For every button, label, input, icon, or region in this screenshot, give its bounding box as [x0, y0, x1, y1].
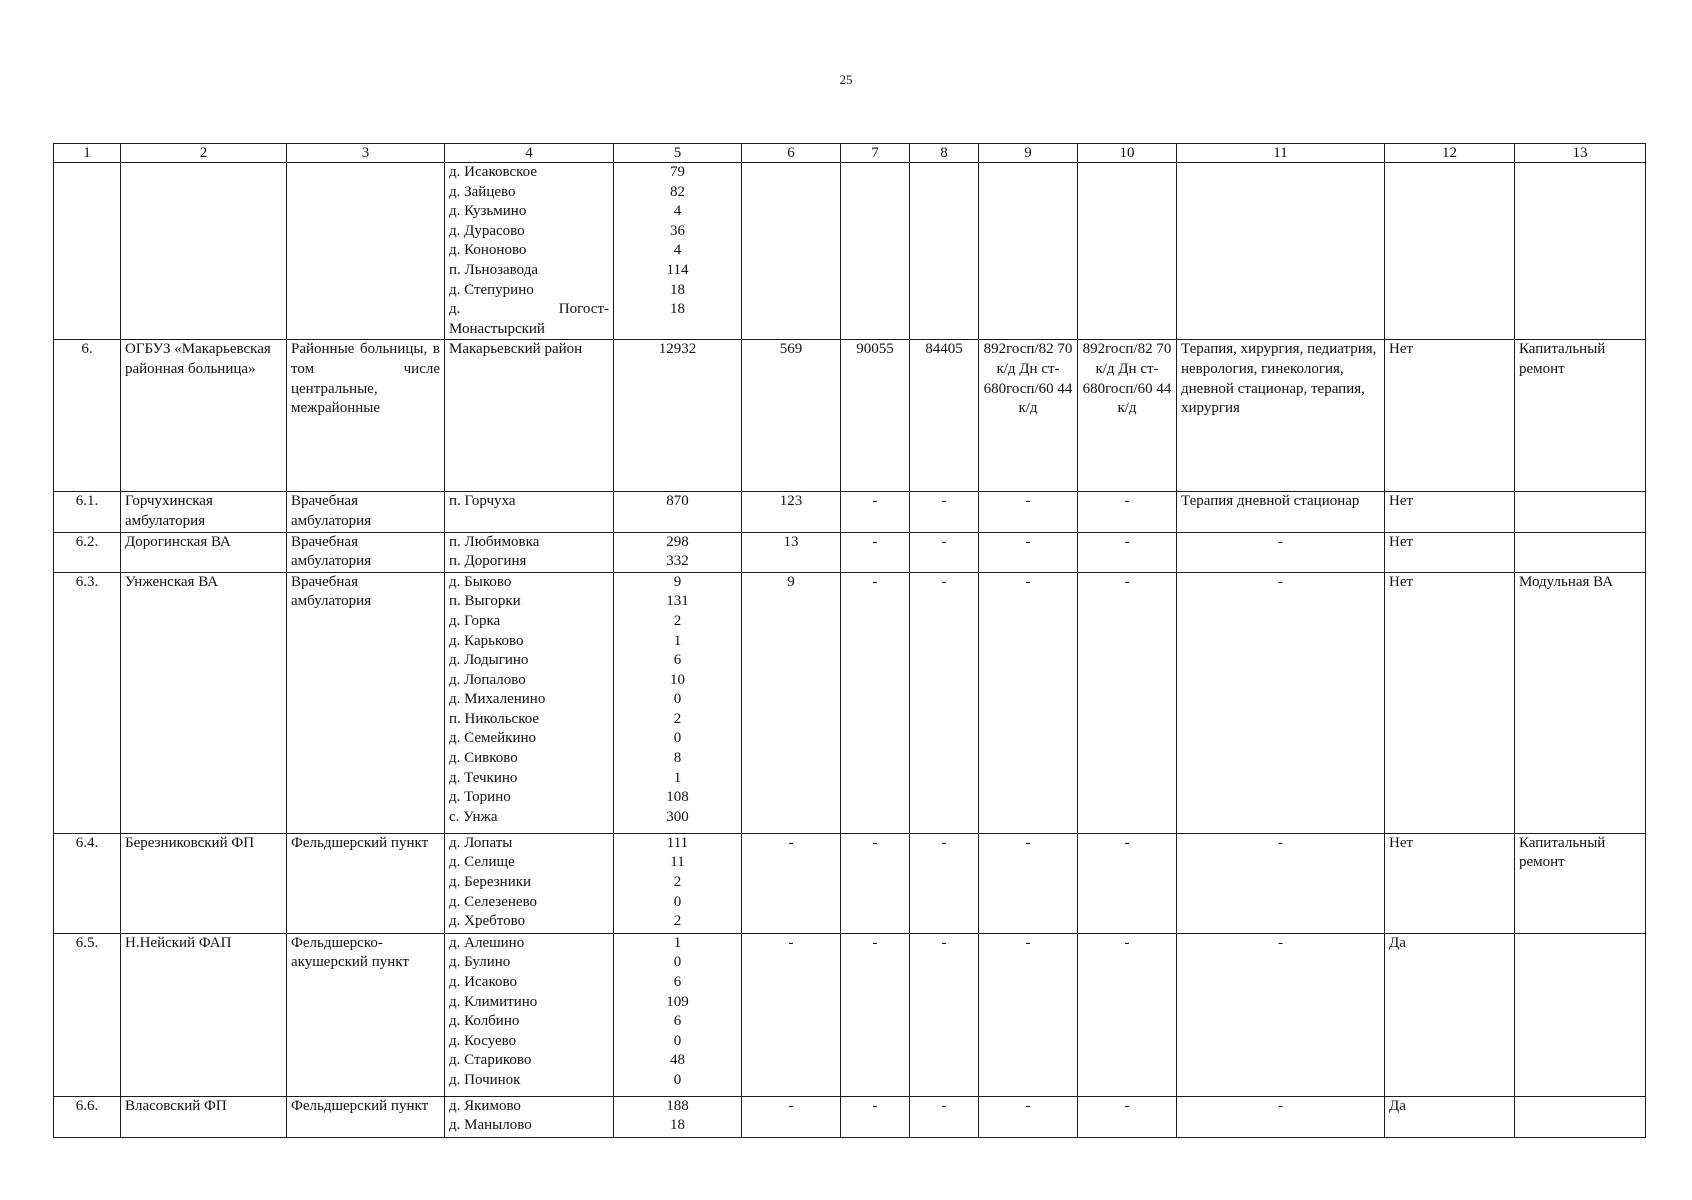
settlement-name: д. Лодыгино — [449, 652, 529, 669]
cell-col-3 — [287, 833, 445, 933]
settlement-name: д. Исаковское — [449, 164, 538, 180]
cell-text: - — [872, 834, 878, 851]
cell-col-9 — [979, 1096, 1078, 1137]
column-number-10: 10 — [1078, 144, 1177, 163]
cell-col-5 — [614, 492, 742, 532]
cell-text: Терапия дневной стационар — [1181, 493, 1360, 510]
cell-col-6 — [742, 492, 841, 532]
cell-col-11 — [1177, 492, 1385, 532]
table-row — [54, 340, 1646, 492]
cell-text: - — [1025, 934, 1031, 951]
cell-text: 6.6. — [75, 1097, 99, 1114]
table-row — [54, 492, 1646, 532]
cell-text: - — [1124, 533, 1130, 550]
cell-col-9 — [979, 163, 1078, 340]
cell-col-9 — [979, 572, 1078, 833]
settlement-name: п. Выгорки — [449, 593, 521, 610]
cell-col-7 — [841, 572, 910, 833]
cell-col-4 — [445, 340, 614, 492]
cell-col-13 — [1515, 572, 1646, 833]
cell-col-12 — [1385, 833, 1515, 933]
cell-col-6 — [742, 340, 841, 492]
cell-col-1 — [54, 572, 121, 833]
cell-col-5 — [614, 340, 742, 492]
settlement-name: д. Косуево — [449, 1032, 517, 1049]
cell-col-3 — [287, 1096, 445, 1137]
cell-col-8 — [910, 572, 979, 833]
cell-col-1 — [54, 532, 121, 572]
cell-col-10 — [1078, 532, 1177, 572]
population-value: 79 — [670, 164, 685, 180]
cell-text: Нет — [1389, 834, 1414, 851]
cell-text: Фельдшерско-акушерский пункт — [291, 934, 409, 971]
settlement-name: д. Хребтово — [449, 913, 526, 930]
population-value: 108 — [666, 789, 689, 806]
settlement-name: д. Булино — [449, 954, 511, 971]
cell-col-5 — [614, 532, 742, 572]
cell-text: ОГБУЗ «Макарьевская районная больница» — [125, 341, 271, 377]
cell-col-4 — [445, 163, 614, 340]
cell-col-12 — [1385, 340, 1515, 492]
cell-text: Фельдшерский пункт — [291, 834, 429, 851]
cell-col-6 — [742, 933, 841, 1096]
cell-col-4 — [445, 492, 614, 532]
cell-col-12 — [1385, 572, 1515, 833]
cell-col-11 — [1177, 1096, 1385, 1137]
column-number-5: 5 — [614, 144, 742, 163]
cell-text: Нет — [1389, 573, 1414, 590]
table-row — [54, 833, 1646, 933]
cell-col-5 — [614, 1096, 742, 1137]
population-value: 6 — [673, 652, 682, 669]
settlement-name: д. Сивково — [449, 750, 518, 767]
column-number-6: 6 — [742, 144, 841, 163]
cell-text: - — [1278, 573, 1283, 590]
cell-text: - — [1278, 1097, 1283, 1114]
cell-text: 6.1. — [75, 493, 99, 510]
cell-text: - — [1124, 573, 1130, 590]
cell-col-13 — [1515, 933, 1646, 1096]
settlement-name: д. Карьково — [449, 632, 524, 649]
settlement-name: д. Селезенево — [449, 893, 538, 910]
population-value: 12932 — [658, 341, 697, 358]
table-row — [54, 1096, 1646, 1137]
cell-text: - — [941, 1097, 947, 1114]
population-value: 1 — [673, 769, 682, 786]
cell-col-10 — [1078, 572, 1177, 833]
cell-col-1 — [54, 1096, 121, 1137]
cell-text: Да — [1389, 1097, 1406, 1114]
column-number-7: 7 — [841, 144, 910, 163]
column-number-13: 13 — [1515, 144, 1646, 163]
cell-col-3 — [287, 933, 445, 1096]
cell-text: - — [941, 533, 947, 550]
cell-text: 13 — [783, 533, 799, 550]
population-value: 114 — [666, 261, 689, 278]
cell-col-2 — [121, 163, 287, 340]
cell-text: 6.3. — [75, 573, 99, 590]
cell-text: Да — [1389, 934, 1406, 951]
cell-col-2 — [121, 933, 287, 1096]
population-value: 0 — [673, 691, 682, 708]
cell-text: - — [872, 573, 878, 590]
cell-col-10 — [1078, 933, 1177, 1096]
cell-text: 6. — [81, 341, 93, 358]
settlement-name: Монастырский — [449, 320, 545, 337]
population-value: 0 — [673, 1032, 682, 1049]
cell-text: Нет — [1389, 533, 1414, 550]
cell-text: 6.5. — [75, 934, 99, 951]
population-value: 6 — [673, 1013, 682, 1030]
population-value: 332 — [666, 553, 689, 570]
cell-col-9 — [979, 833, 1078, 933]
cell-col-3 — [287, 340, 445, 492]
cell-col-7 — [841, 1096, 910, 1137]
population-value: 48 — [670, 1052, 685, 1069]
settlement-name: д. Зайцево — [449, 183, 516, 200]
settlement-name: д. Быково — [449, 573, 512, 590]
settlement-name: с. Унжа — [449, 808, 498, 825]
settlement-name: п. Горчуха — [449, 493, 516, 510]
cell-text: - — [1124, 1097, 1130, 1114]
cell-text: - — [788, 1097, 794, 1114]
population-value: 18 — [670, 281, 685, 298]
cell-text: - — [941, 573, 947, 590]
cell-text: 6.2. — [75, 533, 99, 550]
population-value: 1 — [673, 632, 682, 649]
column-number-12: 12 — [1385, 144, 1515, 163]
cell-col-3 — [287, 163, 445, 340]
population-value: 2 — [673, 913, 682, 930]
population-value: 1 — [673, 934, 682, 951]
cell-col-6 — [742, 163, 841, 340]
population-value: 18 — [670, 1117, 685, 1134]
cell-text: Модульная ВА — [1519, 573, 1614, 590]
column-number-4: 4 — [445, 144, 614, 163]
cell-col-13 — [1515, 1096, 1646, 1137]
cell-col-11 — [1177, 340, 1385, 492]
cell-col-9 — [979, 933, 1078, 1096]
population-value: 10 — [670, 671, 685, 688]
population-value: 4 — [673, 203, 682, 220]
cell-text: - — [1025, 493, 1031, 510]
settlement-name: д. Торино — [449, 789, 511, 806]
cell-col-11 — [1177, 572, 1385, 833]
cell-text: - — [1278, 834, 1283, 851]
settlement-name: д. Дурасово — [449, 222, 525, 239]
cell-col-6 — [742, 532, 841, 572]
cell-col-1 — [54, 340, 121, 492]
cell-text: Капитальный ремонт — [1519, 341, 1606, 377]
population-value: 0 — [673, 893, 682, 910]
cell-text: Дорогинская ВА — [125, 533, 231, 550]
cell-text: Власовский ФП — [125, 1097, 227, 1114]
cell-text: Горчухинская амбулатория — [125, 493, 213, 529]
cell-col-5 — [614, 572, 742, 833]
population-value: 2 — [673, 710, 682, 727]
cell-col-1 — [54, 933, 121, 1096]
cell-col-3 — [287, 532, 445, 572]
settlement-name: д. Горка — [449, 612, 501, 629]
cell-col-7 — [841, 933, 910, 1096]
settlement-name: д. Стариково — [449, 1052, 532, 1069]
cell-text: 123 — [779, 493, 803, 510]
cell-col-8 — [910, 492, 979, 532]
cell-text: - — [1124, 934, 1130, 951]
cell-col-4 — [445, 572, 614, 833]
cell-col-2 — [121, 572, 287, 833]
population-value: 300 — [666, 808, 689, 825]
cell-text: - — [1025, 573, 1031, 590]
cell-col-9 — [979, 340, 1078, 492]
cell-col-3 — [287, 572, 445, 833]
cell-col-5 — [614, 833, 742, 933]
cell-col-10 — [1078, 833, 1177, 933]
cell-text: 6.4. — [75, 834, 99, 851]
cell-text: 9 — [787, 573, 795, 590]
cell-text: 84405 — [925, 341, 963, 358]
settlement-name: д. Якимово — [449, 1097, 521, 1114]
cell-text: - — [788, 834, 794, 851]
cell-text: - — [1278, 533, 1283, 550]
population-value: 870 — [666, 493, 689, 510]
cell-col-13 — [1515, 163, 1646, 340]
cell-text: - — [1025, 1097, 1031, 1114]
table-row — [54, 933, 1646, 1096]
settlement-name: п. Любимовка — [449, 533, 540, 550]
cell-text: 569 — [779, 341, 803, 358]
cell-col-4 — [445, 933, 614, 1096]
cell-col-1 — [54, 833, 121, 933]
population-value: 0 — [673, 954, 682, 971]
cell-col-10 — [1078, 163, 1177, 340]
cell-text: - — [1124, 834, 1130, 851]
cell-col-8 — [910, 833, 979, 933]
population-value: 11 — [670, 854, 685, 871]
cell-col-8 — [910, 1096, 979, 1137]
cell-text: Унженская ВА — [125, 573, 219, 590]
cell-text: - — [1278, 934, 1283, 951]
settlement-name: д. Исаково — [449, 973, 517, 990]
population-value: 18 — [670, 301, 685, 318]
cell-text: - — [1025, 834, 1031, 851]
settlement-name: д. Лопалово — [449, 671, 526, 688]
cell-col-2 — [121, 1096, 287, 1137]
column-number-9: 9 — [979, 144, 1078, 163]
cell-col-6 — [742, 572, 841, 833]
cell-col-9 — [979, 532, 1078, 572]
cell-text: Нет — [1389, 341, 1414, 358]
cell-col-7 — [841, 340, 910, 492]
cell-col-2 — [121, 340, 287, 492]
cell-text: Капитальный ремонт — [1519, 834, 1606, 871]
cell-col-6 — [742, 833, 841, 933]
cell-text: Врачебная амбулатория — [291, 493, 372, 529]
settlement-name: д. Погост- — [449, 301, 609, 318]
cell-col-12 — [1385, 163, 1515, 340]
population-value: 0 — [673, 730, 682, 747]
settlement-name: д. Семейкино — [449, 730, 536, 747]
table-row — [54, 163, 1646, 340]
cell-text: - — [872, 533, 878, 550]
cell-col-10 — [1078, 1096, 1177, 1137]
settlement-name: д. Кузьмино — [449, 203, 527, 220]
settlement-name: д. Березники — [449, 873, 532, 890]
cell-col-13 — [1515, 492, 1646, 532]
cell-col-10 — [1078, 340, 1177, 492]
cell-col-11 — [1177, 532, 1385, 572]
column-number-3: 3 — [287, 144, 445, 163]
cell-col-12 — [1385, 1096, 1515, 1137]
cell-text: 892госп/82 70 к/д Дн ст- 680госп/60 44 к/д — [983, 341, 1073, 417]
settlement-name: Макарьевский район — [449, 341, 583, 358]
cell-text: Фельдшерский пункт — [291, 1097, 429, 1114]
cell-text: Н.Нейский ФАП — [125, 934, 232, 951]
cell-col-13 — [1515, 532, 1646, 572]
cell-col-12 — [1385, 492, 1515, 532]
population-value: 8 — [673, 750, 682, 767]
population-value: 2 — [673, 873, 682, 890]
settlement-name: д. Селище — [449, 854, 515, 871]
cell-col-4 — [445, 833, 614, 933]
page-number: 25 — [839, 72, 853, 87]
cell-col-1 — [54, 492, 121, 532]
population-value: 188 — [666, 1097, 689, 1114]
cell-col-7 — [841, 833, 910, 933]
cell-text: - — [872, 1097, 878, 1114]
settlement-name: п. Никольское — [449, 710, 540, 727]
cell-col-1 — [54, 163, 121, 340]
cell-col-12 — [1385, 933, 1515, 1096]
settlement-name: д. Климитино — [449, 993, 538, 1010]
cell-col-8 — [910, 532, 979, 572]
settlement-name: д. Алешино — [449, 934, 525, 951]
population-value: 82 — [670, 183, 685, 200]
population-value: 298 — [666, 533, 689, 550]
population-value: 36 — [670, 222, 685, 239]
cell-text: - — [1124, 493, 1130, 510]
cell-col-7 — [841, 532, 910, 572]
cell-col-4 — [445, 532, 614, 572]
cell-col-6 — [742, 1096, 841, 1137]
table-row — [54, 532, 1646, 572]
cell-col-8 — [910, 933, 979, 1096]
cell-col-5 — [614, 933, 742, 1096]
population-value: 109 — [666, 993, 689, 1010]
cell-col-8 — [910, 163, 979, 340]
cell-text: Терапия, хирургия, педиатрия, неврология, гинекология, дневной стационар, терапия, хирургия — [1181, 341, 1377, 417]
cell-col-7 — [841, 163, 910, 340]
table-row — [54, 572, 1646, 833]
facilities-table — [53, 143, 1646, 1138]
population-value: 9 — [673, 573, 682, 590]
cell-col-13 — [1515, 340, 1646, 492]
cell-text: - — [872, 493, 878, 510]
cell-text: Районные больницы, в том числе центральные, межрайонные — [291, 341, 440, 417]
population-value: 2 — [673, 612, 682, 629]
cell-col-5 — [614, 163, 742, 340]
settlement-name: д. Течкино — [449, 769, 518, 786]
column-number-2: 2 — [121, 144, 287, 163]
cell-col-4 — [445, 1096, 614, 1137]
settlement-name: д. Кононово — [449, 242, 527, 259]
population-value: 0 — [673, 1071, 682, 1088]
cell-col-11 — [1177, 163, 1385, 340]
cell-col-2 — [121, 833, 287, 933]
settlement-name: д. Михаленино — [449, 691, 546, 708]
column-number-1: 1 — [54, 144, 121, 163]
cell-col-10 — [1078, 492, 1177, 532]
settlement-name: п. Льнозавода — [449, 261, 538, 278]
population-value: 6 — [673, 973, 682, 990]
cell-col-11 — [1177, 933, 1385, 1096]
cell-text: 90055 — [856, 341, 894, 358]
cell-text: - — [941, 934, 947, 951]
cell-col-3 — [287, 492, 445, 532]
cell-text: - — [872, 934, 878, 951]
cell-text: - — [1025, 533, 1031, 550]
cell-text: Врачебная амбулатория — [291, 573, 372, 610]
settlement-name: д. Починок — [449, 1071, 521, 1088]
cell-text: Врачебная амбулатория — [291, 533, 372, 570]
settlement-name: д. Манылово — [449, 1117, 532, 1134]
cell-col-2 — [121, 532, 287, 572]
column-number-11: 11 — [1177, 144, 1385, 163]
cell-text: Нет — [1389, 493, 1414, 510]
column-number-8: 8 — [910, 144, 979, 163]
cell-col-13 — [1515, 833, 1646, 933]
population-value: 4 — [673, 242, 682, 259]
population-value: 111 — [666, 834, 689, 851]
settlement-name: д. Лопаты — [449, 834, 513, 851]
cell-text: Березниковский ФП — [125, 834, 255, 851]
population-value: 131 — [666, 593, 689, 610]
cell-col-11 — [1177, 833, 1385, 933]
column-number-row — [54, 144, 1646, 163]
settlement-name: д. Колбино — [449, 1013, 520, 1030]
settlement-name: п. Дорогиня — [449, 553, 527, 570]
cell-col-7 — [841, 492, 910, 532]
cell-col-8 — [910, 340, 979, 492]
cell-col-9 — [979, 492, 1078, 532]
cell-text: - — [941, 834, 947, 851]
settlement-name: д. Степурино — [449, 281, 534, 298]
cell-text: - — [941, 493, 947, 510]
cell-text: - — [788, 934, 794, 951]
cell-text: 892госп/82 70 к/д Дн ст- 680госп/60 44 к/д — [1082, 341, 1172, 417]
cell-col-2 — [121, 492, 287, 532]
cell-col-12 — [1385, 532, 1515, 572]
